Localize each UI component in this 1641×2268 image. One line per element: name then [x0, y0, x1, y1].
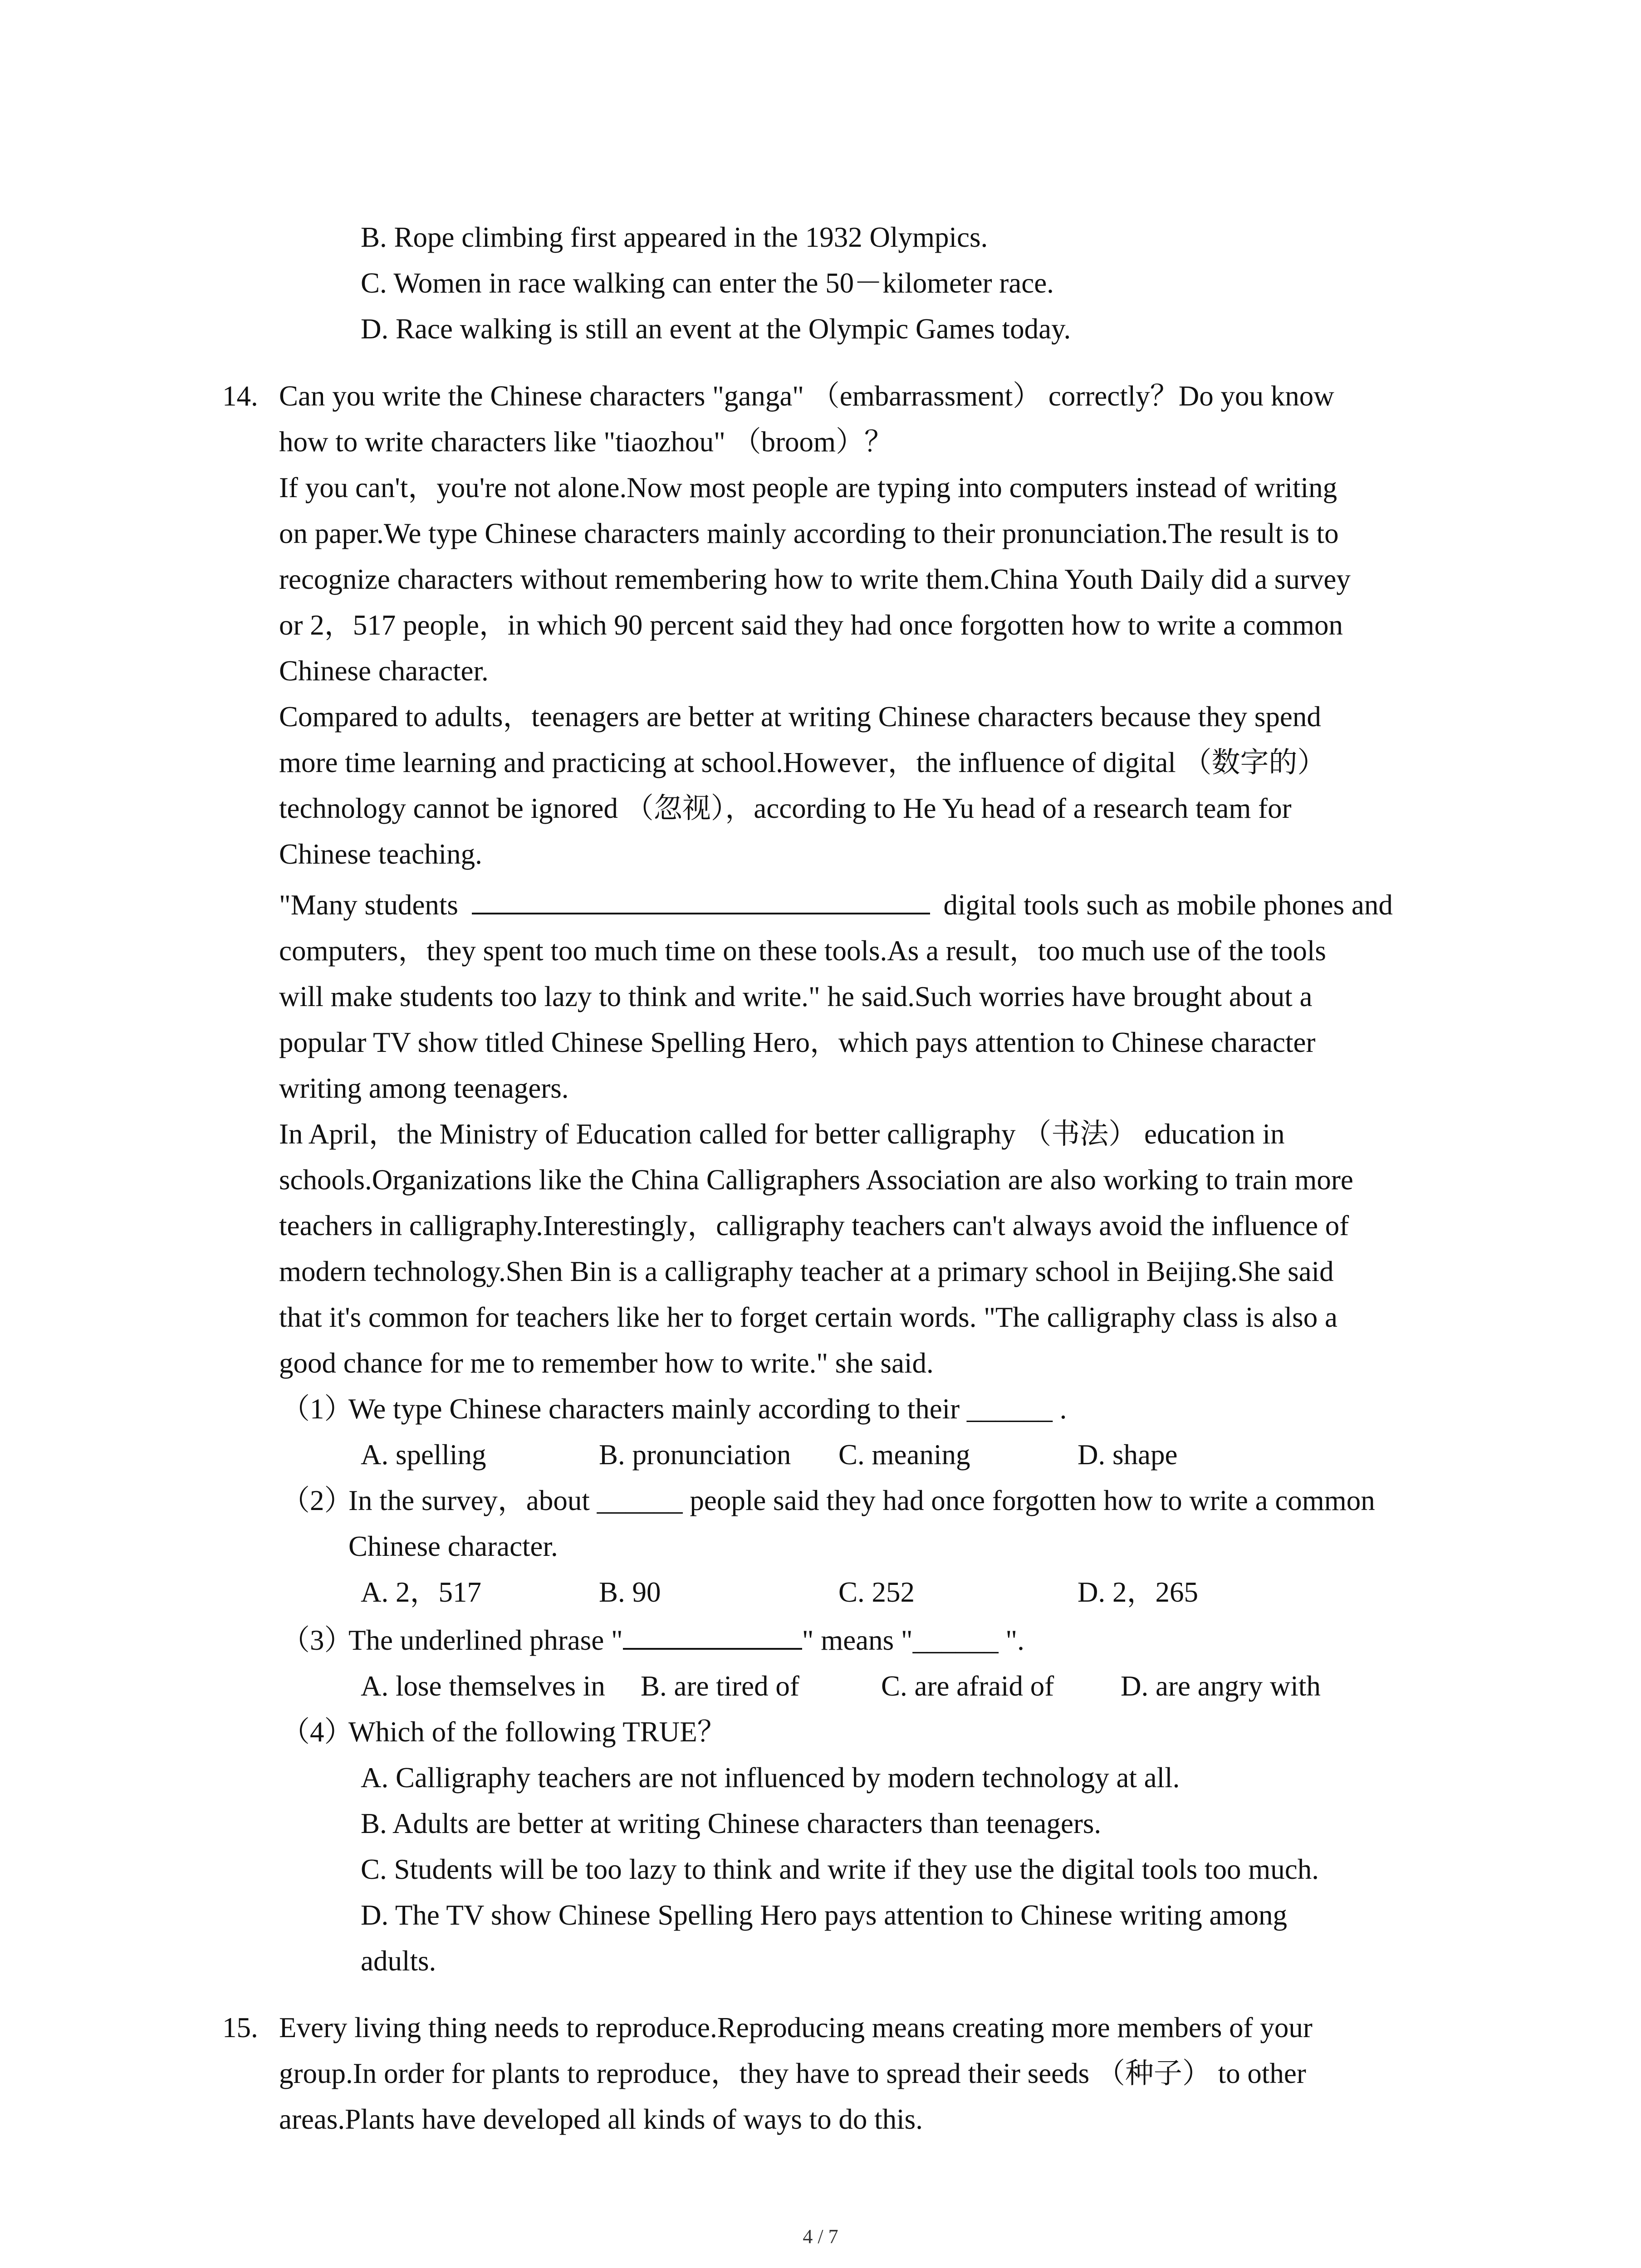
- passage-line: recognize characters without remembering how to write them.China Youth Daily did a survey: [279, 563, 1351, 595]
- passage-line: writing among teenagers.: [279, 1072, 569, 1104]
- passage-line: modern technology.Shen Bin is a calligraphy teacher at a primary school in Beijing.She said: [279, 1256, 1334, 1287]
- option-c-q13: C. Women in race walking can enter the 50－kilometer race.: [361, 267, 1054, 299]
- subquestion-2-number: （2）: [281, 1485, 353, 1516]
- sub2-option-a[interactable]: A. 2，517: [361, 1576, 481, 1608]
- passage-line: Every living thing needs to reproduce.Reproducing means creating more members of your: [279, 2012, 1313, 2043]
- sub4-option-b[interactable]: B. Adults are better at writing Chinese characters than teenagers.: [361, 1808, 1102, 1839]
- sub3-option-a[interactable]: A. lose themselves in: [361, 1670, 605, 1702]
- passage-line: areas.Plants have developed all kinds of ways to do this.: [279, 2103, 923, 2135]
- passage-line: will make students too lazy to think and write." he said.Such worries have brought about a: [279, 981, 1313, 1012]
- sub3-option-b[interactable]: B. are tired of: [641, 1670, 799, 1702]
- subquestion-4-text: Which of the following TRUE？: [348, 1716, 726, 1748]
- blank-line-before: "Many students: [279, 889, 458, 921]
- passage-line: teachers in calligraphy.Interestingly，calligraphy teachers can't always avoid the influence of: [279, 1210, 1349, 1242]
- passage-line: Compared to adults，teenagers are better at writing Chinese characters because they spend: [279, 701, 1321, 733]
- sub1-option-b[interactable]: B. pronunciation: [599, 1439, 791, 1471]
- passage-line: In April，the Ministry of Education called for better calligraphy （书法） education in: [279, 1118, 1285, 1150]
- sub4-option-c[interactable]: C. Students will be too lazy to think and write if they use the digital tools too much.: [361, 1853, 1319, 1885]
- sub1-option-c[interactable]: C. meaning: [838, 1439, 970, 1471]
- passage-line: computers，they spent too much time on these tools.As a result，too much use of the tools: [279, 935, 1326, 967]
- subquestion-3-text-b: " means "______ ".: [802, 1624, 1024, 1656]
- sub3-option-c[interactable]: C. are afraid of: [881, 1670, 1054, 1702]
- subquestion-1-number: （1）: [281, 1393, 353, 1425]
- passage-line: popular TV show titled Chinese Spelling Hero，which pays attention to Chinese character: [279, 1026, 1316, 1058]
- sub4-option-a[interactable]: A. Calligraphy teachers are not influenced by modern technology at all.: [361, 1762, 1180, 1794]
- sub2-option-c[interactable]: C. 252: [838, 1576, 915, 1608]
- passage-line: good chance for me to remember how to write." she said.: [279, 1347, 934, 1379]
- option-b-q13: B. Rope climbing first appeared in the 1932 Olympics.: [361, 221, 988, 253]
- option-d-q13: D. Race walking is still an event at the Olympic Games today.: [361, 313, 1071, 345]
- subquestion-4-number: （4）: [281, 1716, 353, 1748]
- passage-line: that it's common for teachers like her to forget certain words. "The calligraphy class is also a: [279, 1301, 1337, 1333]
- sub1-option-d[interactable]: D. shape: [1078, 1439, 1178, 1471]
- subquestion-3-text: [348, 1618, 1024, 1663]
- passage-line: or 2，517 people，in which 90 percent said they had once forgotten how to write a common: [279, 609, 1343, 641]
- passage-line: group.In order for plants to reproduce，they have to spread their seeds （种子） to other: [279, 2058, 1306, 2089]
- passage-line: Can you write the Chinese characters "ganga" （embarrassment） correctly？Do you know: [279, 380, 1334, 412]
- underlined-phrase-blank: [472, 885, 930, 914]
- subquestion-1-text: We type Chinese characters mainly according to their ______ .: [348, 1393, 1067, 1425]
- subquestion-3-number: （3）: [281, 1624, 353, 1656]
- passage-line: schools.Organizations like the China Calligraphers Association are also working to train more: [279, 1164, 1353, 1196]
- subquestion-3-blank: [623, 1620, 802, 1650]
- subquestion-2-text-cont: Chinese character.: [348, 1530, 558, 1562]
- passage-line-with-blank: [279, 882, 1393, 928]
- passage-line: more time learning and practicing at school.However，the influence of digital （数字的）: [279, 747, 1326, 778]
- subquestion-2-text: In the survey，about ______ people said they had once forgotten how to write a common: [348, 1485, 1375, 1516]
- passage-line: how to write characters like "tiaozhou" （broom）？: [279, 426, 893, 458]
- sub4-option-d-cont: adults.: [361, 1945, 436, 1977]
- sub2-option-b[interactable]: B. 90: [599, 1576, 661, 1608]
- passage-line: Chinese character.: [279, 655, 489, 687]
- passage-line: on paper.We type Chinese characters mainly according to their pronunciation.The result is to: [279, 518, 1339, 549]
- sub2-option-d[interactable]: D. 2，265: [1078, 1576, 1198, 1608]
- question-14-number: 14.: [222, 380, 258, 412]
- passage-line: Chinese teaching.: [279, 838, 482, 870]
- blank-line-after: digital tools such as mobile phones and: [943, 889, 1393, 921]
- passage-line: If you can't，you're not alone.Now most people are typing into computers instead of writing: [279, 472, 1337, 503]
- sub4-option-d[interactable]: D. The TV show Chinese Spelling Hero pays attention to Chinese writing among: [361, 1899, 1288, 1931]
- question-15-number: 15.: [222, 2012, 258, 2043]
- passage-line: technology cannot be ignored （忽视），according to He Yu head of a research team for: [279, 792, 1292, 824]
- subquestion-3-text-a: The underlined phrase ": [348, 1624, 623, 1656]
- sub1-option-a[interactable]: A. spelling: [361, 1439, 486, 1471]
- sub3-option-d[interactable]: D. are angry with: [1121, 1670, 1321, 1702]
- page-number: 4 / 7: [803, 2225, 838, 2248]
